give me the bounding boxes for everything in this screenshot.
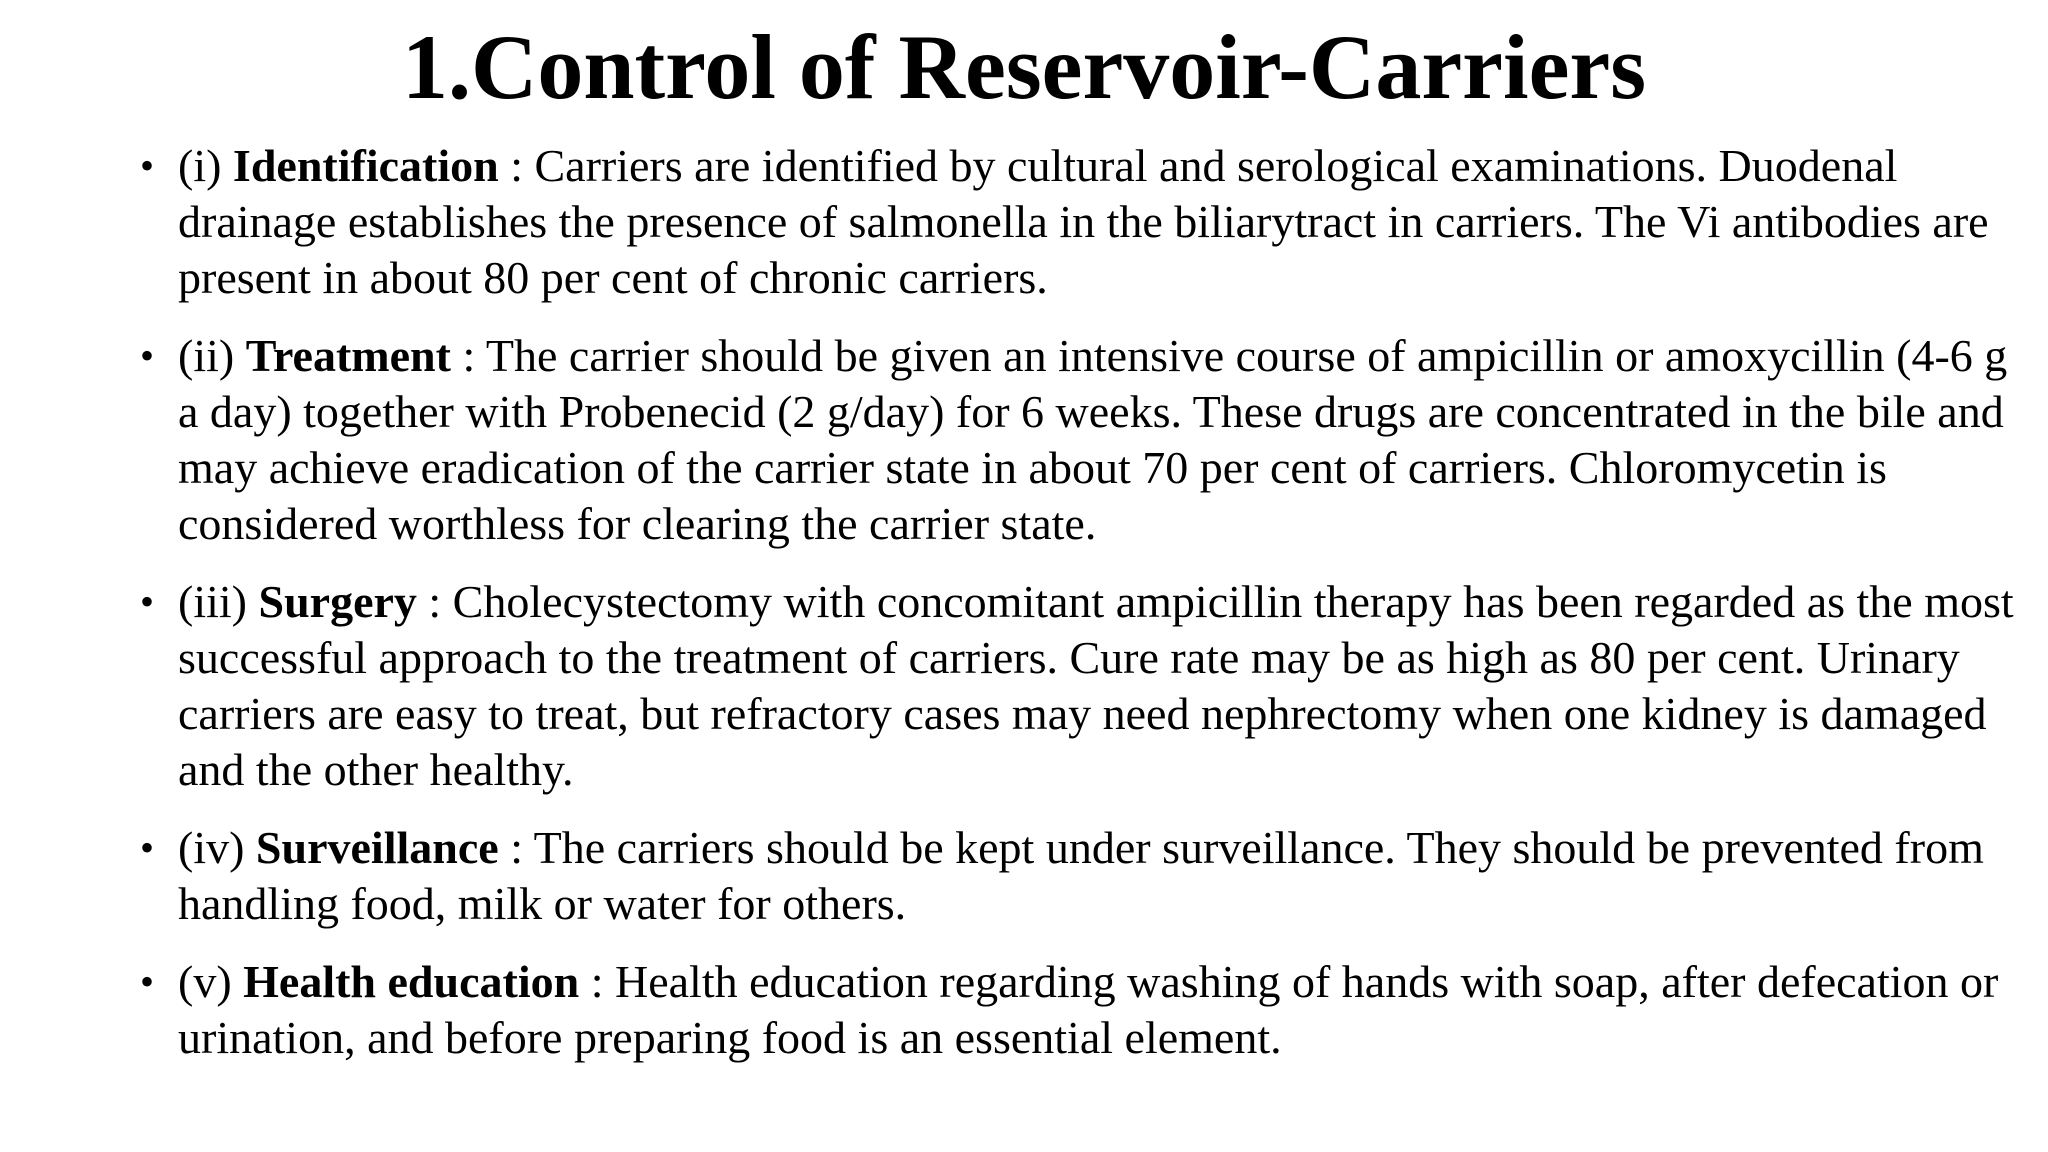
- bullet-surgery: [140, 574, 2020, 798]
- bullet-health-education: [140, 954, 2020, 1066]
- bullet-text: [178, 822, 1984, 929]
- bullet-list: [140, 138, 2020, 1088]
- bullet-text: [178, 956, 1998, 1063]
- bullet-surveillance: [140, 820, 2020, 932]
- bullet-body: : Health education regarding washing of hands with soap, after defecation or urination, and before preparing food is an essential element.: [178, 956, 1999, 1063]
- bullet-identification: [140, 138, 2020, 306]
- bullet-text: [178, 140, 1989, 303]
- bullet-body: : The carrier should be given an intensive course of ampicillin or amoxycillin (4-6 g a day) together with Probenecid (2 g/day) for 6 weeks. These drugs are concentrated in the bile and may achieve eradication of the carrier state in about 70 per cent of carriers. Chloromycetin is considered worthless for clearing the carrier state.: [178, 330, 2008, 549]
- bullet-prefix: (ii): [178, 330, 246, 381]
- bullet-dot-icon: •: [140, 333, 155, 378]
- bullet-prefix: (iv): [178, 822, 256, 873]
- slide-title: 1.Control of Reservoir-Carriers: [401, 16, 1647, 118]
- bullet-text: [178, 330, 2007, 549]
- bullet-dot-icon: •: [140, 825, 155, 870]
- bullet-body: : Cholecystectomy with concomitant ampicillin therapy has been regarded as the most successful approach to the treatment of carriers. Cure rate may be as high as 80 per cent. Urinary carriers are easy to treat, but refractory cases may need nephrectomy when one kidney is damaged and the other healthy.: [178, 576, 2014, 795]
- bullet-dot-icon: •: [140, 143, 155, 188]
- bullet-label: Surveillance: [255, 822, 499, 873]
- bullet-dot-icon: •: [140, 579, 155, 624]
- bullet-prefix: (i): [178, 140, 233, 191]
- bullet-body: : Carriers are identified by cultural and serological examinations. Duodenal drainage establishes the presence of salmonella in the biliarytract in carriers. The Vi antibodies are present in about 80 per cent of chronic carriers.: [178, 140, 1989, 303]
- bullet-prefix: (v): [178, 956, 244, 1007]
- bullet-label: Health education: [243, 956, 580, 1007]
- bullet-label: Identification: [232, 140, 499, 191]
- bullet-label: Treatment: [245, 330, 451, 381]
- bullet-label: Surgery: [258, 576, 417, 627]
- bullet-treatment: [140, 328, 2020, 552]
- bullet-dot-icon: •: [140, 959, 155, 1004]
- bullet-prefix: (iii): [178, 576, 259, 627]
- bullet-body: : The carriers should be kept under surveillance. They should be prevented from handling food, milk or water for others.: [178, 822, 1984, 929]
- bullet-text: [178, 576, 2014, 795]
